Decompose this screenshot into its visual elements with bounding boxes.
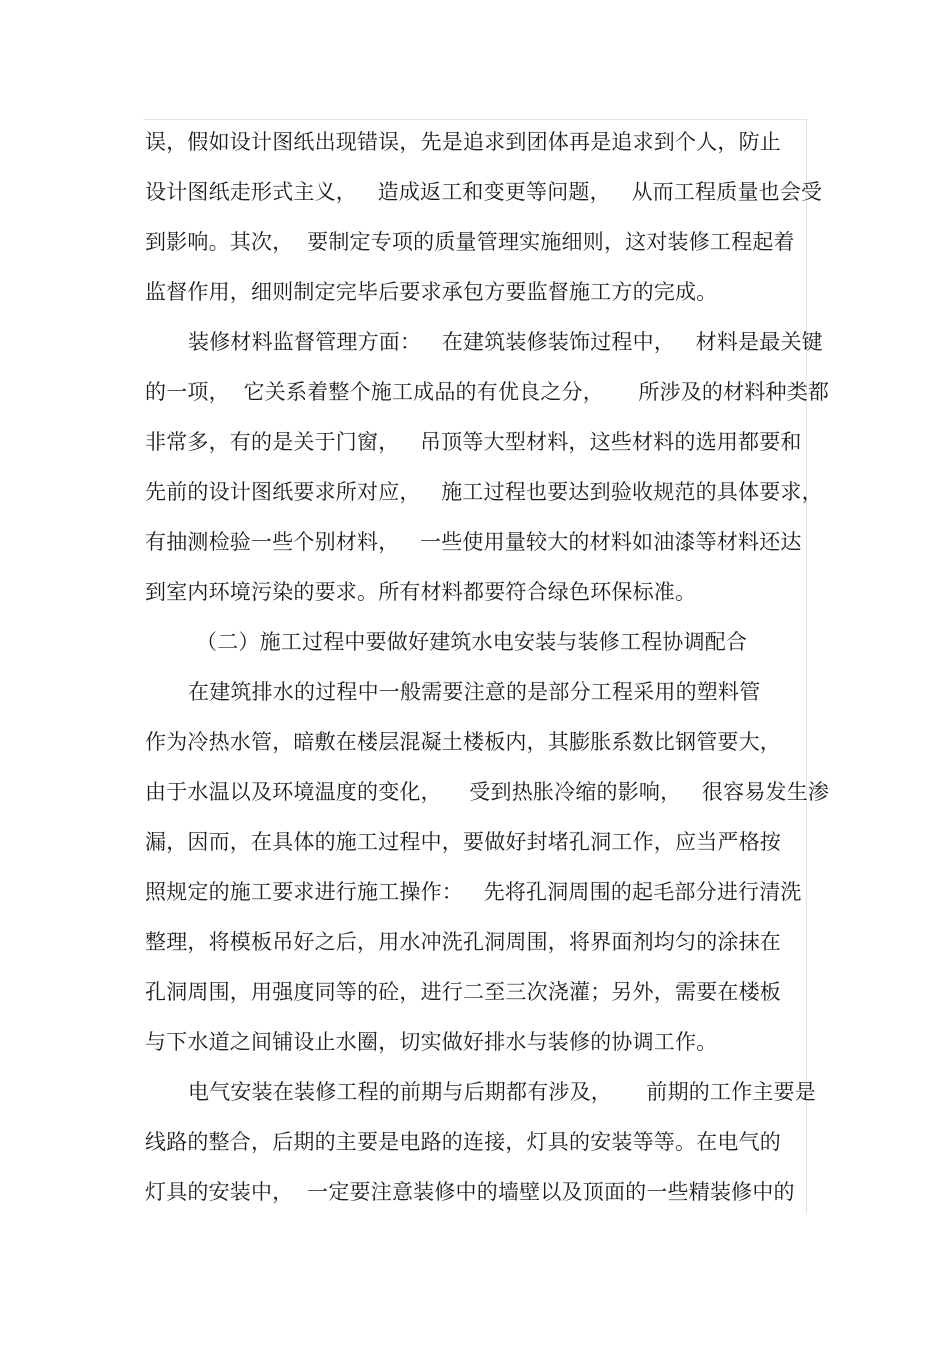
text-line: 线路的整合，后期的主要是电路的连接，灯具的安装等等。在电气的: [145, 1130, 781, 1154]
paragraph-start-line: 电气安装在装修工程的前期与后期都有涉及， 前期的工作主要是: [188, 1080, 816, 1104]
text-line: 误，假如设计图纸出现错误，先是追求到团体再是追求到个人，防止: [145, 130, 781, 154]
text-line: 的一项， 它关系着整个施工成品的有优良之分， 所涉及的材料种类都: [145, 380, 830, 404]
text-line: 作为冷热水管，暗敷在楼层混凝土楼板内，其膨胀系数比钢管要大，: [145, 730, 781, 754]
text-line: 非常多，有的是关于门窗， 吊顶等大型材料，这些材料的选用都要和: [145, 430, 802, 454]
text-line: 整理，将模板吊好之后，用水冲洗孔洞周围，将界面剂均匀的涂抹在: [145, 930, 781, 954]
paragraph-start-line: 在建筑排水的过程中一般需要注意的是部分工程采用的塑料管: [188, 680, 761, 704]
text-line: 设计图纸走形式主义， 造成返工和变更等问题， 从而工程质量也会受: [145, 180, 823, 204]
text-line: 监督作用，细则制定完毕后要求承包方要监督施工方的完成。: [145, 280, 718, 304]
text-line: 与下水道之间铺设止水圈，切实做好排水与装修的协调工作。: [145, 1030, 718, 1054]
text-line: 照规定的施工要求进行施工操作： 先将孔洞周围的起毛部分进行清洗: [145, 880, 802, 904]
text-line: 漏，因而，在具体的施工过程中，要做好封堵孔洞工作，应当严格按: [145, 830, 781, 854]
text-line: 先前的设计图纸要求所对应， 施工过程也要达到验收规范的具体要求，: [145, 480, 823, 504]
text-line: 到室内环境污染的要求。所有材料都要符合绿色环保标准。: [145, 580, 697, 604]
text-line: 孔洞周围，用强度同等的砼，进行二至三次浇灌；另外，需要在楼板: [145, 980, 781, 1004]
section-heading: （二）施工过程中要做好建筑水电安装与装修工程协调配合: [196, 630, 748, 654]
text-line: 由于水温以及环境温度的变化， 受到热胀冷缩的影响， 很容易发生渗: [145, 780, 830, 804]
text-line: 到影响。其次， 要制定专项的质量管理实施细则，这对装修工程起着: [145, 230, 795, 254]
text-line: 灯具的安装中， 一定要注意装修中的墙壁以及顶面的一些精装修中的: [145, 1180, 795, 1204]
text-line: 有抽测检验一些个别材料， 一些使用量较大的材料如油漆等材料还达: [145, 530, 802, 554]
paragraph-start-line: 装修材料监督管理方面： 在建筑装修装饰过程中， 材料是最关键: [188, 330, 823, 354]
